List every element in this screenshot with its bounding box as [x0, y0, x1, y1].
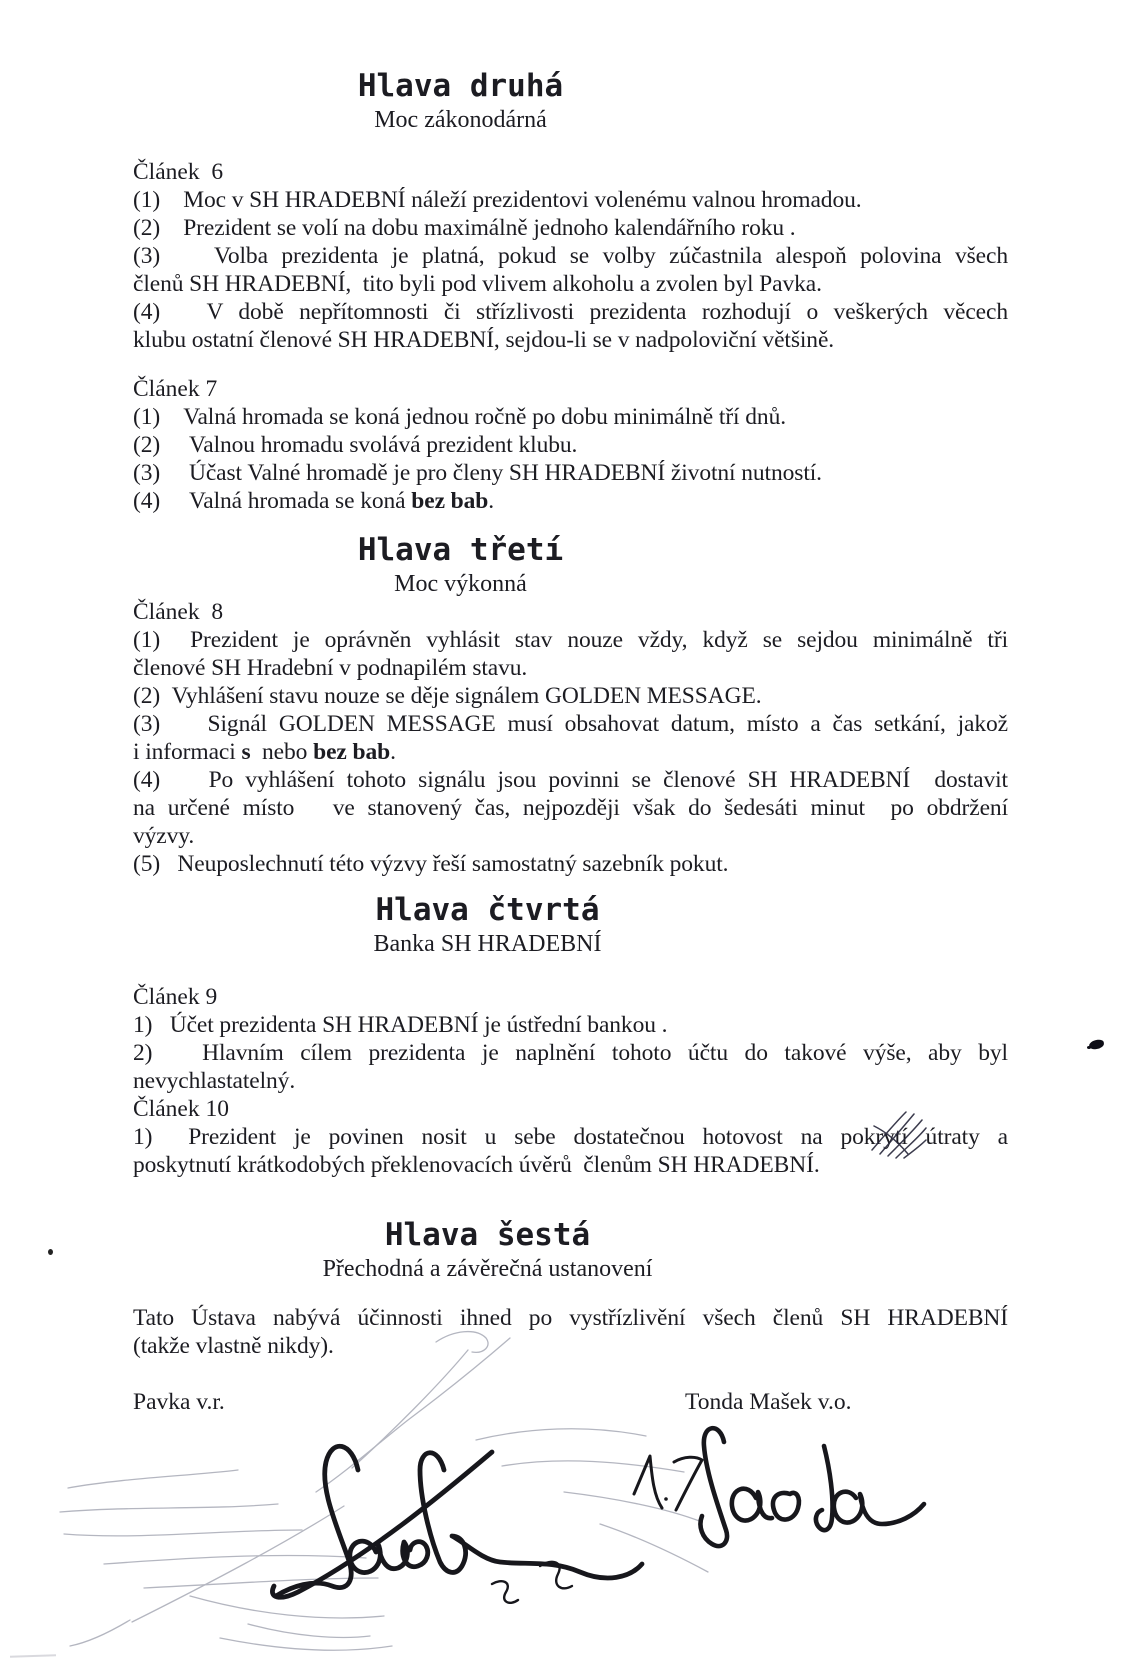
closing-line: (takže vlastně nikdy).	[133, 1333, 334, 1359]
article-7-label: Článek 7	[133, 376, 218, 402]
signature-label-tonda: Tonda Mašek v.o.	[685, 1389, 852, 1415]
clause-text: .	[390, 739, 396, 765]
clause-line: klubu ostatní členové SH HRADEBNÍ, sejdou-li se v nadpoloviční většině.	[133, 327, 835, 353]
clause-line: členové SH Hradební v podnapilém stavu.	[133, 655, 528, 681]
ink-dot	[48, 1249, 53, 1255]
clause-line: (1) Prezident je oprávněn vyhlásit stav nouze vždy, když se sejdou minimálně tři	[133, 627, 1008, 653]
clause-line: (2) Prezident se volí na dobu maximálně jednoho kalendářního roku .	[133, 215, 796, 241]
chapter-2-title: Hlava druhá	[357, 68, 564, 104]
chapter-2-heading-group	[23, 66, 898, 134]
clause-line: (1) Moc v SH HRADEBNÍ náleží prezidentovi volenému valnou hromadou.	[133, 187, 862, 213]
clause-line: 1) Prezident je povinen nosit u sebe dostatečnou hotovost na pokrytí útraty a	[133, 1124, 1008, 1150]
clause-line: (3) Signál GOLDEN MESSAGE musí obsahovat datum, místo a čas setkání, jakož	[133, 711, 1008, 737]
clause-line: (2) Valnou hromadu svolává prezident klubu.	[133, 432, 578, 458]
clause-line	[133, 487, 1008, 515]
clause-line: 2) Hlavním cílem prezidenta je naplnění tohoto účtu do takové výše, aby byl	[133, 1040, 1008, 1066]
chapter-4-heading-group	[50, 890, 925, 958]
chapter-6-title: Hlava šestá	[384, 1217, 591, 1253]
clause-text-bold: bez bab	[313, 739, 391, 765]
clause-line: (3) Účast Valné hromadě je pro členy SH HRADEBNÍ životní nutností.	[133, 460, 822, 486]
clause-line: výzvy.	[133, 823, 195, 849]
clause-line: (1) Valná hromada se koná jednou ročně po dobu minimálně tří dnů.	[133, 404, 786, 430]
clause-text-bold: bez bab	[411, 488, 489, 514]
signature-label-pavka: Pavka v.r.	[133, 1389, 225, 1415]
clause-line: (3) Volba prezidenta je platná, pokud se volby zúčastnila alespoň polovina všech	[133, 243, 1008, 269]
clause-line	[133, 738, 1008, 766]
clause-line: (5) Neuposlechnutí této výzvy řeší samostatný sazebník pokut.	[133, 851, 729, 877]
clause-line: poskytnutí krátkodobých překlenovacích úvěrů členům SH HRADEBNÍ.	[133, 1152, 820, 1178]
chapter-2-subtitle: Moc zákonodárná	[374, 107, 547, 133]
clause-line: (2) Vyhlášení stavu nouze se děje signálem GOLDEN MESSAGE.	[133, 683, 762, 709]
chapter-4-title: Hlava čtvrtá	[375, 892, 600, 928]
article-8-label: Článek 8	[133, 599, 224, 625]
clause-line: (4) Po vyhlášení tohoto signálu jsou povinni se členové SH HRADEBNÍ dostavit	[133, 767, 1008, 793]
clause-text-bold: s	[241, 739, 251, 765]
clause-line: nevychlastatelný.	[133, 1068, 296, 1094]
article-10-label: Článek 10	[133, 1096, 229, 1122]
clause-line: na určené místo ve stanovený čas, nejpozději však do šedesáti minut po obdržení	[133, 795, 1008, 821]
clause-line: 1) Účet prezidenta SH HRADEBNÍ je ústřední bankou .	[133, 1012, 668, 1038]
article-9-label: Článek 9	[133, 984, 218, 1010]
chapter-3-title: Hlava třetí	[357, 532, 564, 568]
chapter-6-heading-group	[50, 1215, 925, 1283]
article-6-label: Článek 6	[133, 159, 224, 185]
signature-label-row	[133, 1388, 1008, 1416]
clause-text: .	[488, 488, 495, 514]
chapter-3-heading-group	[23, 530, 898, 598]
clause-text: i informaci	[133, 739, 242, 765]
ink-blot-tail	[1087, 1046, 1091, 1049]
clause-line: (4) V době nepřítomnosti či střízlivosti prezidenta rozhodují o veškerých věcech	[133, 299, 1008, 325]
clause-text: (4) Valná hromada se koná	[133, 488, 412, 514]
clause-text: nebo	[250, 739, 314, 765]
chapter-4-subtitle: Banka SH HRADEBNÍ	[373, 931, 602, 957]
closing-line: Tato Ústava nabývá účinnosti ihned po vystřízlivění všech členů SH HRADEBNÍ	[133, 1305, 1008, 1331]
clause-line: členů SH HRADEBNÍ, tito byli pod vlivem alkoholu a zvolen byl Pavka.	[133, 271, 822, 297]
chapter-3-subtitle: Moc výkonná	[394, 571, 527, 597]
chapter-6-subtitle: Přechodná a závěrečná ustanovení	[322, 1256, 653, 1282]
